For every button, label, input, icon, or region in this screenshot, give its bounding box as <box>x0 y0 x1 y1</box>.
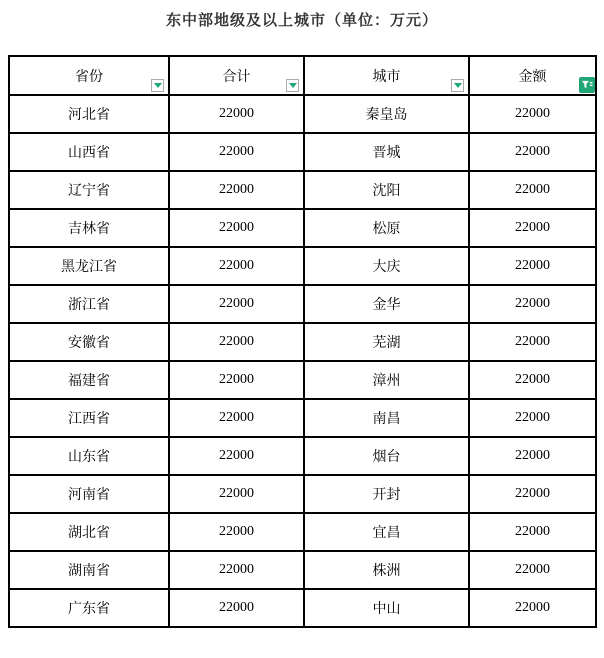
cell-amount[interactable]: 22000 <box>469 323 596 361</box>
filter-dropdown-button[interactable] <box>151 79 164 92</box>
cell-city[interactable]: 烟台 <box>304 437 469 475</box>
cell-amount[interactable]: 22000 <box>469 399 596 437</box>
funnel-icon <box>581 79 593 91</box>
cell-amount[interactable]: 22000 <box>469 95 596 133</box>
header-total-label: 合计 <box>222 69 251 85</box>
table-row <box>9 95 596 133</box>
cell-province[interactable]: 广东省 <box>9 589 169 627</box>
header-province-label: 省份 <box>75 69 103 85</box>
table-row <box>9 247 596 285</box>
cell-province[interactable]: 福建省 <box>9 361 169 399</box>
cell-total[interactable]: 22000 <box>169 513 304 551</box>
header-total[interactable] <box>169 56 304 95</box>
cell-total[interactable]: 22000 <box>169 589 304 627</box>
cell-total[interactable]: 22000 <box>169 437 304 475</box>
table-row <box>9 285 596 323</box>
data-table <box>8 55 597 628</box>
cell-amount[interactable]: 22000 <box>469 361 596 399</box>
cell-total[interactable]: 22000 <box>169 551 304 589</box>
table-row <box>9 399 596 437</box>
cell-total[interactable]: 22000 <box>169 171 304 209</box>
chevron-down-icon <box>154 83 162 88</box>
header-province[interactable] <box>9 56 169 95</box>
header-city[interactable] <box>304 56 469 95</box>
cell-province[interactable]: 辽宁省 <box>9 171 169 209</box>
cell-province[interactable]: 江西省 <box>9 399 169 437</box>
cell-amount[interactable]: 22000 <box>469 513 596 551</box>
cell-city[interactable]: 开封 <box>304 475 469 513</box>
table-body <box>9 95 596 627</box>
chevron-down-icon <box>454 83 462 88</box>
cell-city[interactable]: 秦皇岛 <box>304 95 469 133</box>
header-city-label: 城市 <box>372 69 401 85</box>
table-row <box>9 171 596 209</box>
table-row <box>9 133 596 171</box>
cell-city[interactable]: 松原 <box>304 209 469 247</box>
page-title: 东中部地级及以上城市（单位：万元） <box>165 12 438 29</box>
cell-city[interactable]: 中山 <box>304 589 469 627</box>
table-row <box>9 513 596 551</box>
cell-amount[interactable]: 22000 <box>469 133 596 171</box>
cell-city[interactable]: 漳州 <box>304 361 469 399</box>
cell-province[interactable]: 湖南省 <box>9 551 169 589</box>
cell-province[interactable]: 河北省 <box>9 95 169 133</box>
header-row <box>9 56 596 95</box>
table-row <box>9 551 596 589</box>
cell-amount[interactable]: 22000 <box>469 475 596 513</box>
cell-city[interactable]: 金华 <box>304 285 469 323</box>
cell-city[interactable]: 宜昌 <box>304 513 469 551</box>
filter-active-icon[interactable] <box>579 77 595 93</box>
filter-dropdown-button[interactable] <box>451 79 464 92</box>
cell-total[interactable]: 22000 <box>169 95 304 133</box>
cell-province[interactable]: 河南省 <box>9 475 169 513</box>
cell-amount[interactable]: 22000 <box>469 171 596 209</box>
cell-amount[interactable]: 22000 <box>469 551 596 589</box>
cell-total[interactable]: 22000 <box>169 247 304 285</box>
cell-province[interactable]: 湖北省 <box>9 513 169 551</box>
table-row <box>9 323 596 361</box>
cell-province[interactable]: 山西省 <box>9 133 169 171</box>
cell-province[interactable]: 山东省 <box>9 437 169 475</box>
cell-total[interactable]: 22000 <box>169 361 304 399</box>
cell-amount[interactable]: 22000 <box>469 437 596 475</box>
header-amount[interactable] <box>469 56 596 95</box>
cell-city[interactable]: 株洲 <box>304 551 469 589</box>
cell-province[interactable]: 浙江省 <box>9 285 169 323</box>
table-header <box>9 56 596 95</box>
cell-province[interactable]: 吉林省 <box>9 209 169 247</box>
table-row <box>9 361 596 399</box>
cell-city[interactable]: 晋城 <box>304 133 469 171</box>
cell-total[interactable]: 22000 <box>169 209 304 247</box>
cell-total[interactable]: 22000 <box>169 475 304 513</box>
cell-total[interactable]: 22000 <box>169 285 304 323</box>
table-row <box>9 437 596 475</box>
cell-city[interactable]: 大庆 <box>304 247 469 285</box>
chevron-down-icon <box>289 83 297 88</box>
header-amount-label: 金额 <box>518 69 547 85</box>
cell-amount[interactable]: 22000 <box>469 589 596 627</box>
filter-dropdown-button[interactable] <box>286 79 299 92</box>
table-row <box>9 209 596 247</box>
cell-total[interactable]: 22000 <box>169 133 304 171</box>
table-row <box>9 475 596 513</box>
cell-amount[interactable]: 22000 <box>469 247 596 285</box>
cell-amount[interactable]: 22000 <box>469 285 596 323</box>
cell-city[interactable]: 沈阳 <box>304 171 469 209</box>
table-row <box>9 589 596 627</box>
cell-province[interactable]: 安徽省 <box>9 323 169 361</box>
cell-total[interactable]: 22000 <box>169 399 304 437</box>
cell-province[interactable]: 黑龙江省 <box>9 247 169 285</box>
cell-city[interactable]: 南昌 <box>304 399 469 437</box>
cell-city[interactable]: 芜湖 <box>304 323 469 361</box>
cell-total[interactable]: 22000 <box>169 323 304 361</box>
cell-amount[interactable]: 22000 <box>469 209 596 247</box>
